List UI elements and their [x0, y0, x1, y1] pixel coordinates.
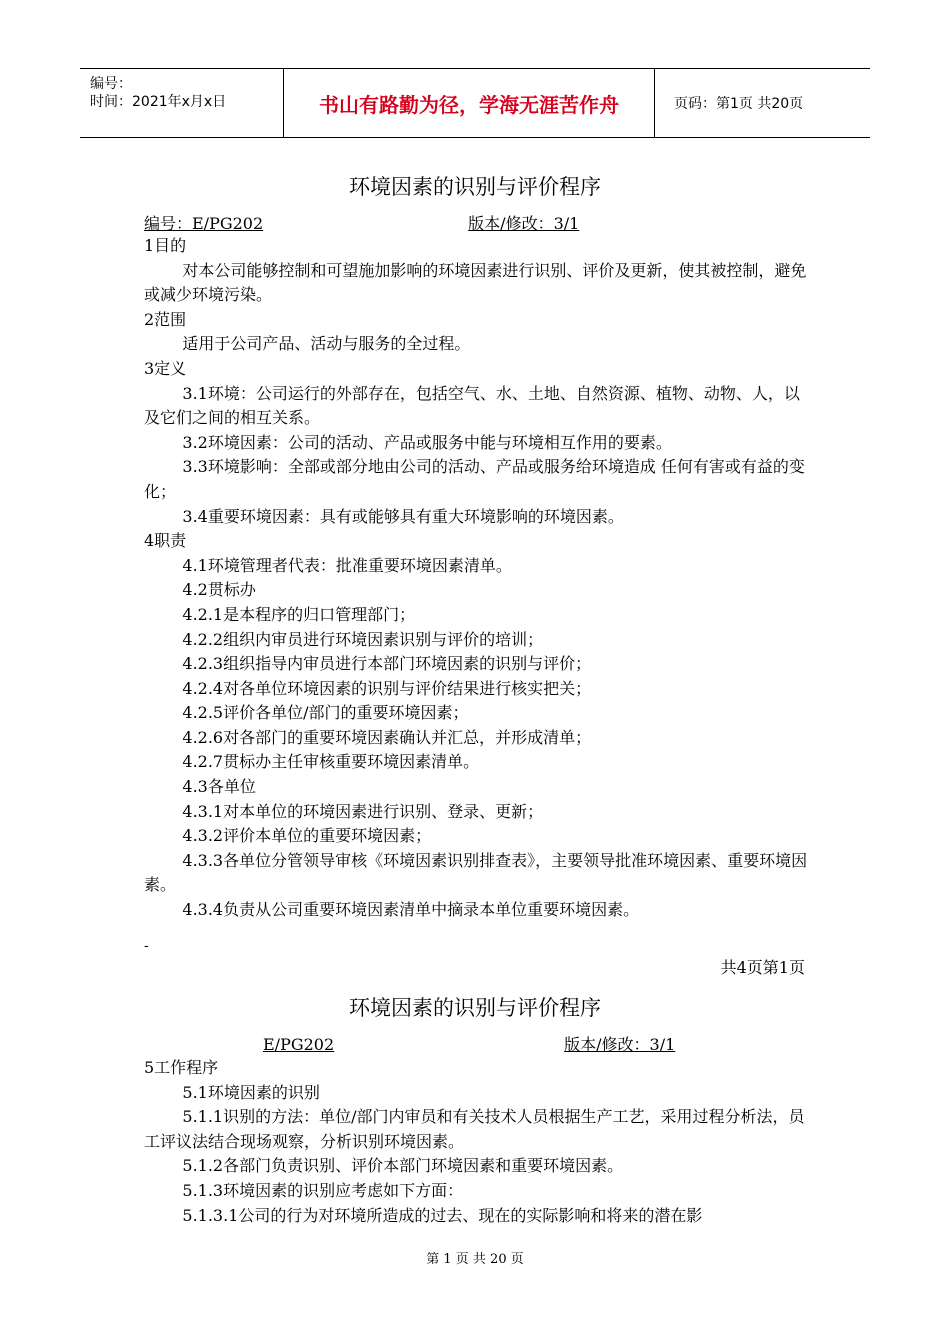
paragraph: 对本公司能够控制和可望施加影响的环境因素进行识别、评价及更新，使其被控制，避免或减少环境污染。 — [144, 260, 807, 305]
section-heading: 3定义 — [144, 358, 187, 378]
paragraph: 4.1环境管理者代表：批准重要环境因素清单。 — [182, 555, 512, 575]
doc-number-line — [144, 211, 601, 234]
paragraph: 5.1.3环境因素的识别应考虑如下方面： — [182, 1180, 464, 1200]
paragraph: 4.2.2组织内审员进行环境因素识别与评价的培训； — [182, 629, 544, 649]
paragraph: 4.3.4负责从公司重要环境因素清单中摘录本单位重要环境因素。 — [182, 900, 640, 920]
section-heading: 4职责 — [144, 531, 187, 551]
paragraph: 4.3.1对本单位的环境因素进行识别、登录、更新； — [182, 801, 544, 821]
header-divider — [654, 69, 655, 137]
header-meta — [80, 69, 283, 137]
paragraph: 5.1.3.1公司的行为对环境所造成的过去、现在的实际影响和将来的潜在影 — [182, 1205, 703, 1225]
section-heading: 2范围 — [144, 309, 187, 329]
paragraph: 4.2.1是本程序的归口管理部门； — [182, 604, 416, 624]
paragraph: 4.2.7贯标办主任审核重要环境因素清单。 — [182, 752, 480, 772]
section-heading: 1目的 — [144, 236, 187, 255]
paragraph: 4.3各单位 — [182, 777, 256, 797]
paragraph: 3.3环境影响：全部或部分地由公司的活动、产品或服务给环境造成 任何有害或有益的变化； — [144, 457, 805, 501]
page2-body — [144, 1056, 810, 1228]
header-motto: 书山有路勤为径，学海无涯苦作舟 — [319, 92, 619, 117]
paragraph: 5.1.1识别的方法：单位/部门内审员和有关技术人员根据生产工艺，采用过程分析法，员工评议法结合现场观察，分析识别环境因素。 — [144, 1107, 805, 1151]
paragraph: 4.2.6对各部门的重要环境因素确认并汇总，并形成清单； — [182, 727, 592, 747]
header-number-label: 编号： — [90, 76, 132, 92]
doc-number: 编号：E/PG202 — [144, 214, 264, 233]
section-heading: 5工作程序 — [144, 1058, 219, 1077]
separator-dash: - — [144, 938, 149, 954]
document-header — [80, 68, 870, 138]
paragraph: 4.3.2评价本单位的重要环境因素； — [182, 826, 432, 846]
page-title: 环境因素的识别与评价程序 — [349, 175, 601, 199]
paragraph: 5.1.2各部门负责识别、评价本部门环境因素和重要环境因素。 — [182, 1156, 624, 1176]
header-time-label: 时间：2021年x月x日 — [90, 94, 227, 110]
paragraph: 4.3.3各单位分管领导审核《环境因素识别排查表》，主要领导批准环境因素、重要环境因素。 — [144, 850, 808, 895]
page1-body — [144, 234, 810, 923]
paragraph: 3.1环境：公司运行的外部存在，包括空气、水、土地、自然资源、植物、动物、人，以及它们之间的相互关系。 — [144, 383, 800, 428]
paragraph: 3.2环境因素：公司的活动、产品或服务中能与环境相互作用的要素。 — [182, 432, 672, 452]
paragraph: 适用于公司产品、活动与服务的全过程。 — [182, 334, 471, 354]
paragraph: 4.2.5评价各单位/部门的重要环境因素； — [182, 703, 469, 723]
page-title: 环境因素的识别与评价程序 — [349, 996, 601, 1020]
doc-number-line — [144, 1032, 861, 1055]
paragraph: 4.2.3组织指导内审员进行本部门环境因素的识别与评价； — [182, 654, 592, 674]
doc-version: 版本/修改：3/1 — [468, 214, 580, 233]
paragraph: 5.1环境因素的识别 — [182, 1082, 320, 1102]
paragraph: 4.2.4对各单位环境因素的识别与评价结果进行核实把关； — [182, 678, 592, 698]
page-footer: 第 1 页 共 20 页 — [426, 1252, 524, 1267]
header-page-info — [664, 69, 870, 137]
paragraph: 4.2贯标办 — [182, 580, 256, 600]
page-count: 共4页第1页 — [720, 958, 805, 977]
doc-version: 版本/修改：3/1 — [564, 1035, 676, 1054]
doc-number: E/PG202 — [263, 1035, 335, 1054]
paragraph: 3.4重要环境因素：具有或能够具有重大环境影响的环境因素。 — [182, 506, 624, 526]
header-page-info-text: 页码：第1页 共20页 — [674, 96, 804, 112]
